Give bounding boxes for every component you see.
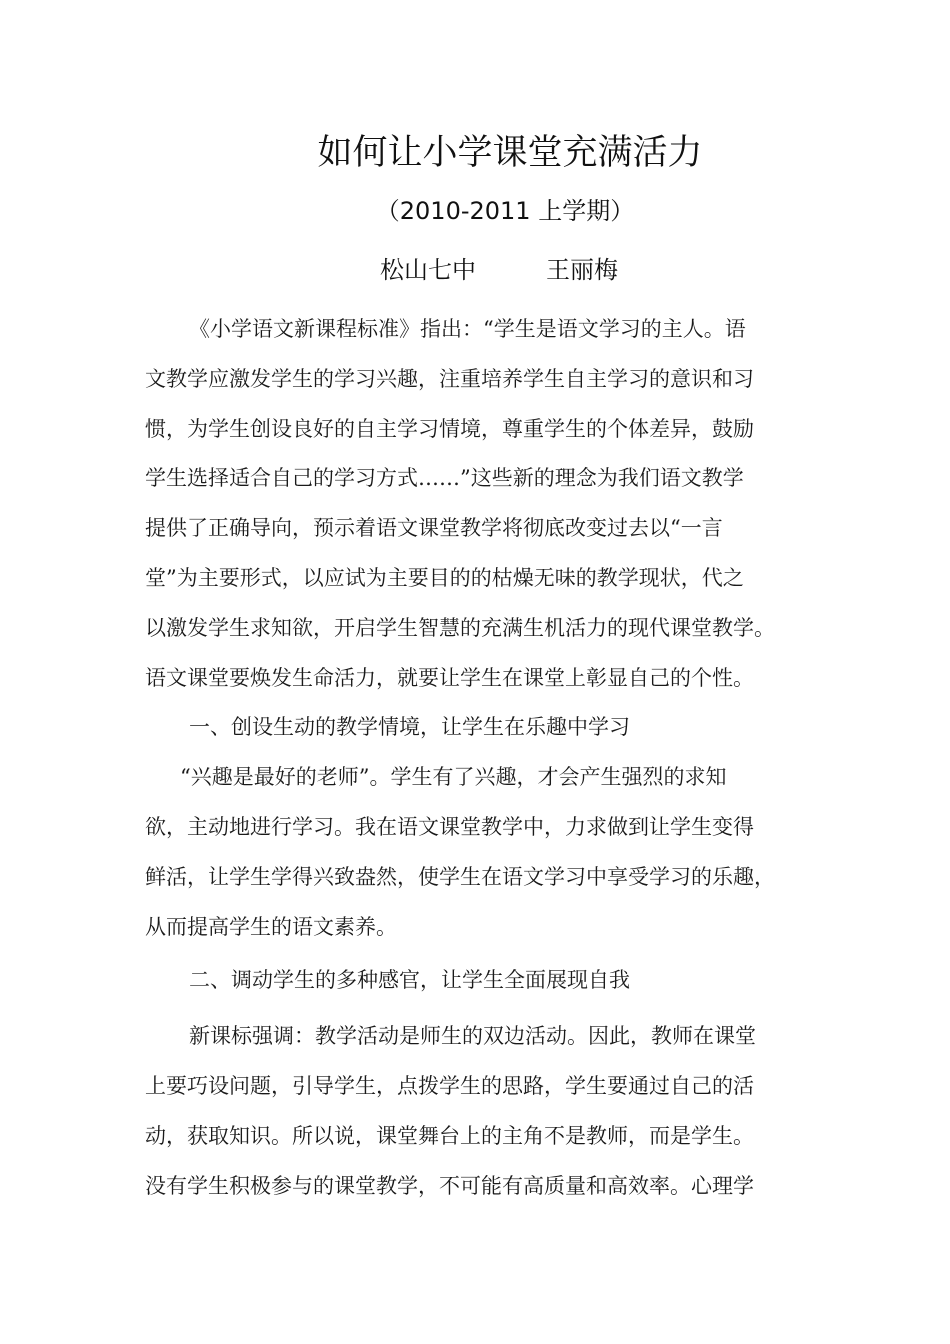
body-line: 语文课堂要焕发生命活力，就要让学生在课堂上彰显自己的个性。 xyxy=(145,665,754,690)
body-line: “兴趣是最好的老师”。学生有了兴趣，才会产生强烈的求知 xyxy=(180,765,727,790)
body-line: 动，获取知识。所以说，课堂舞台上的主角不是教师，而是学生。 xyxy=(145,1123,754,1148)
document-subtitle: （2010-2011 上学期） xyxy=(375,197,635,225)
body-line: 没有学生积极参与的课堂教学，不可能有高质量和高效率。心理学 xyxy=(145,1173,754,1198)
body-line: 从而提高学生的语文素养。 xyxy=(145,914,397,939)
body-line: 《小学语文新课程标准》指出：“学生是语文学习的主人。语 xyxy=(189,317,746,341)
body-line: 鲜活，让学生学得兴致盎然，使学生在语文学习中享受学习的乐趣， xyxy=(145,864,775,889)
body-line: 上要巧设问题，引导学生，点拨学生的思路，学生要通过自己的活 xyxy=(145,1074,754,1098)
body-line: 欲，主动地进行学习。我在语文课堂教学中，力求做到让学生变得 xyxy=(145,815,754,839)
body-line: 以激发学生求知欲，开启学生智慧的充满生机活力的现代课堂教学。 xyxy=(145,615,775,640)
author-name: 王丽梅 xyxy=(546,256,618,284)
section-heading: 二、调动学生的多种感官，让学生全面展现自我 xyxy=(189,968,630,993)
body-line: 提供了正确导向，预示着语文课堂教学将彻底改变过去以“一言 xyxy=(145,516,723,541)
body-line: 惯，为学生创设良好的自主学习情境，尊重学生的个体差异，鼓励 xyxy=(145,416,754,441)
document-title: 如何让小学课堂充满活力 xyxy=(317,133,703,173)
school-name: 松山七中 xyxy=(380,256,476,284)
body-line: 文教学应激发学生的学习兴趣，注重培养学生自主学习的意识和习 xyxy=(145,366,754,391)
section-heading: 一、创设生动的教学情境，让学生在乐趣中学习 xyxy=(189,715,630,740)
body-line: 堂”为主要形式，以应试为主要目的的枯燥无味的教学现状，代之 xyxy=(145,566,744,590)
body-line: 新课标强调：教学活动是师生的双边活动。因此，教师在课堂 xyxy=(189,1024,756,1049)
body-line: 学生选择适合自己的学习方式……”这些新的理念为我们语文教学 xyxy=(145,466,744,491)
